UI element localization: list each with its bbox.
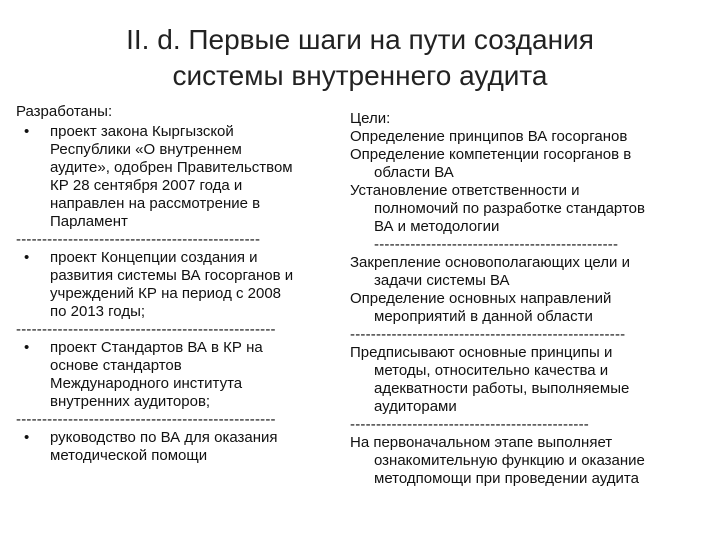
separator-line: ---------------------------------------------- bbox=[350, 416, 589, 433]
developed-column bbox=[16, 103, 346, 465]
goal-line: области ВА bbox=[374, 164, 454, 181]
list-item-line: аудите», одобрен Правительством bbox=[50, 159, 293, 176]
separator-line: -------------------------------------------------- bbox=[16, 321, 276, 338]
goals-heading: Цели: bbox=[350, 110, 391, 127]
list-item-line: внутренних аудиторов; bbox=[50, 393, 211, 410]
developed-heading: Разработаны: bbox=[16, 103, 113, 120]
goal-line: ВА и методологии bbox=[374, 218, 500, 235]
separator-line: -------------------------------------------------- bbox=[16, 411, 276, 428]
list-item-line: по 2013 годы; bbox=[50, 303, 146, 320]
list-item-line: проект Концепции создания и bbox=[50, 249, 258, 266]
separator-line: ----------------------------------------------------- bbox=[350, 326, 626, 343]
list-item-line: Республики «О внутреннем bbox=[50, 141, 242, 158]
list-item-line: Международного института bbox=[50, 375, 243, 392]
goal-line: аудиторами bbox=[374, 398, 457, 415]
list-item-line: руководство по ВА для оказания bbox=[50, 429, 278, 446]
goal-line: задачи системы ВА bbox=[374, 272, 510, 289]
goal-line: Определение принципов ВА госорганов bbox=[350, 128, 628, 145]
goal-line: методпомощи при проведении аудита bbox=[374, 470, 639, 487]
goal-line: Закрепление основополагающих цели и bbox=[350, 254, 630, 271]
list-item-line: направлен на рассмотрение в bbox=[50, 195, 261, 212]
list-item-line: основе стандартов bbox=[50, 357, 182, 374]
list-item-line: проект Стандартов ВА в КР на bbox=[50, 339, 263, 356]
bullet-icon: • bbox=[24, 339, 30, 356]
goal-line: Предписывают основные принципы и bbox=[350, 344, 613, 361]
bullet-icon: • bbox=[24, 249, 30, 266]
bullet-icon: • bbox=[24, 429, 30, 446]
list-item-line: развития системы ВА госорганов и bbox=[50, 267, 294, 284]
goals-column bbox=[350, 110, 712, 488]
list-item-line: методической помощи bbox=[50, 447, 208, 464]
list-item-line: Парламент bbox=[50, 213, 128, 230]
list-item-guidance bbox=[16, 429, 346, 465]
goal-line: Установление ответственности и bbox=[350, 182, 580, 199]
goal-line: мероприятий в данной области bbox=[374, 308, 593, 325]
goal-line: методы, относительно качества и bbox=[374, 362, 609, 379]
list-item-law-draft bbox=[16, 123, 346, 231]
slide-title-line-2: системы внутреннего аудита bbox=[172, 60, 548, 91]
separator-line: ----------------------------------------------- bbox=[16, 231, 261, 248]
bullet-icon: • bbox=[24, 123, 30, 140]
list-item-line: учреждений КР на период с 2008 bbox=[50, 285, 282, 302]
list-item-line: проект закона Кыргызской bbox=[50, 123, 234, 140]
goal-line: На первоначальном этапе выполняет bbox=[350, 434, 613, 451]
list-item-line: КР 28 сентября 2007 года и bbox=[50, 177, 243, 194]
list-item-standards-draft bbox=[16, 339, 346, 411]
goal-line: Определение основных направлений bbox=[350, 290, 612, 307]
goal-line: Определение компетенции госорганов в bbox=[350, 146, 632, 163]
goal-line: адекватности работы, выполняемые bbox=[374, 380, 630, 397]
goal-line: ознакомительную функцию и оказание bbox=[374, 452, 645, 469]
slide-title-line-1: II. d. Первые шаги на пути создания bbox=[126, 24, 594, 55]
goal-line: полномочий по разработке стандартов bbox=[374, 200, 645, 217]
list-item-concept-draft bbox=[16, 249, 346, 321]
separator-line: ----------------------------------------------- bbox=[374, 236, 619, 253]
slide-title bbox=[0, 22, 720, 94]
